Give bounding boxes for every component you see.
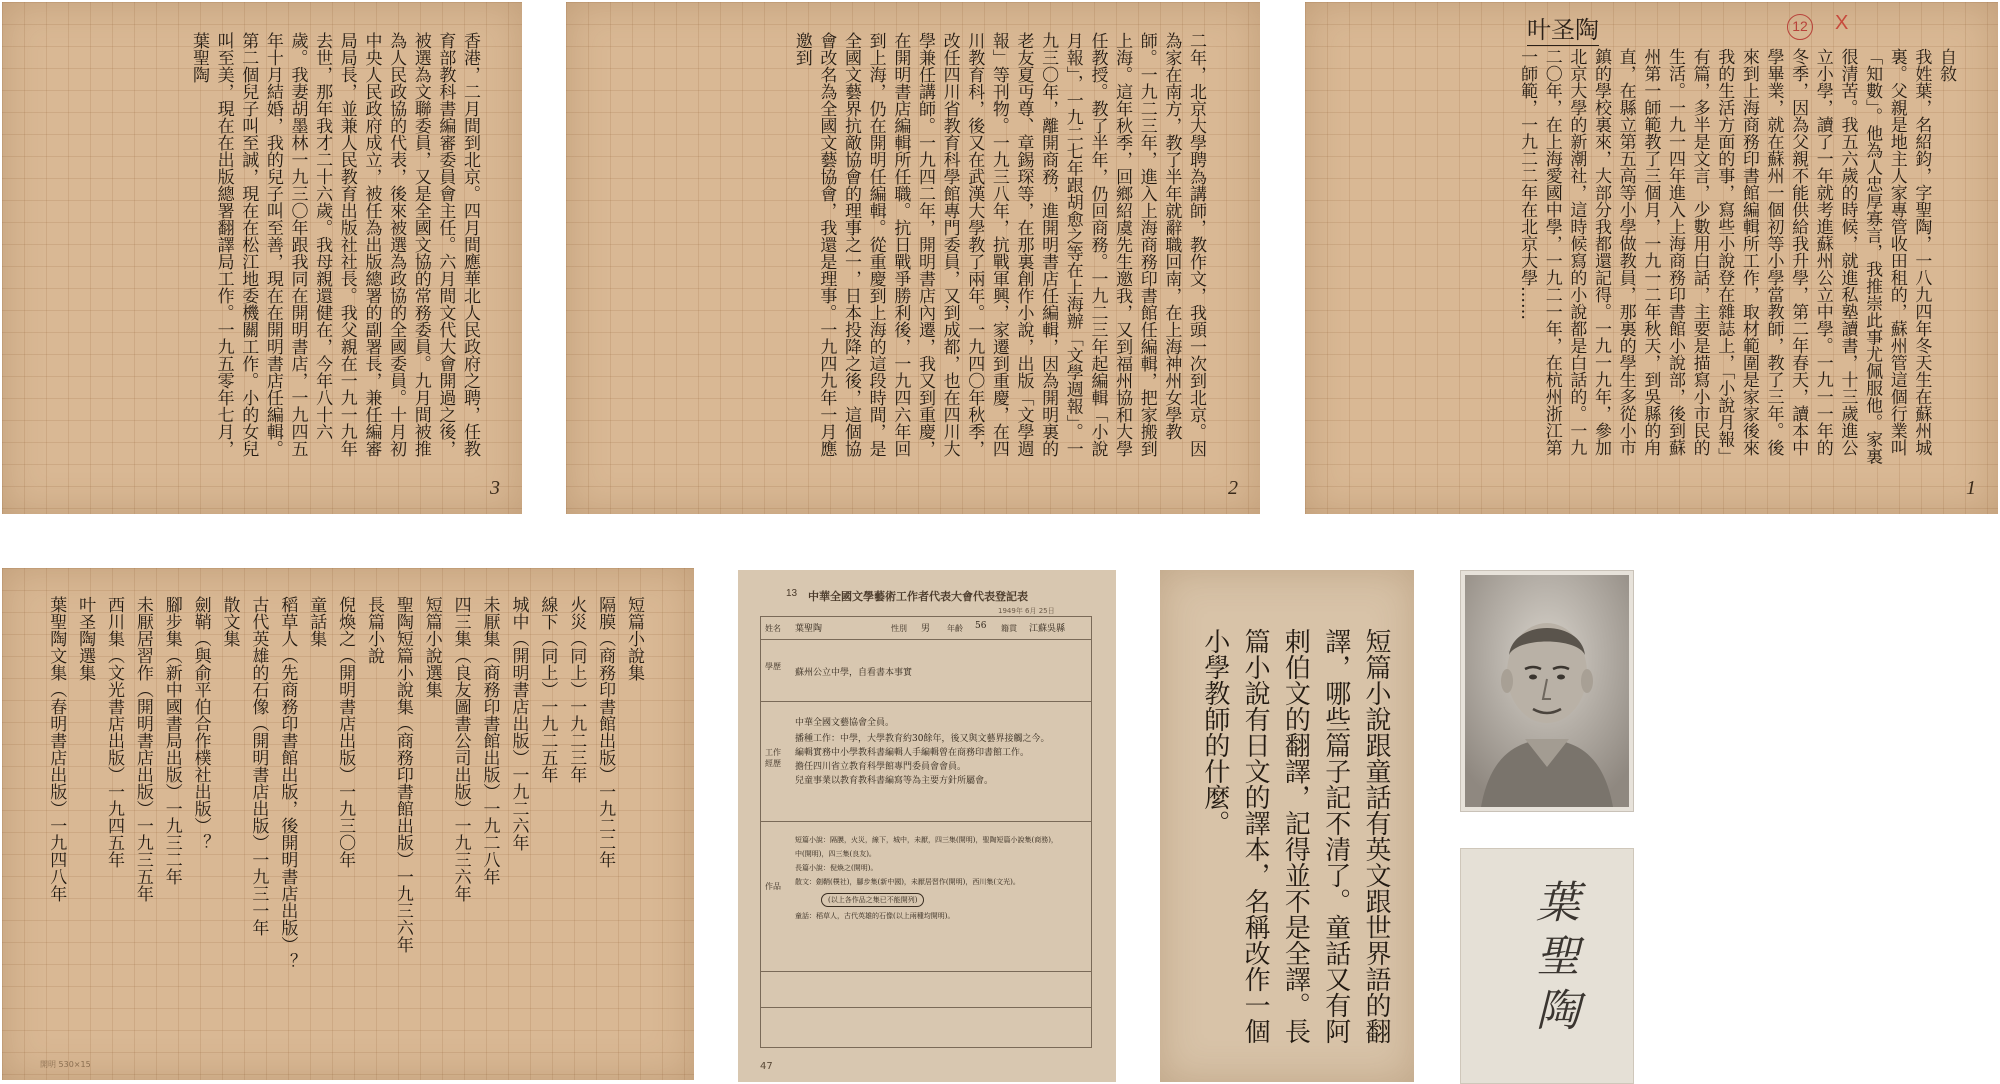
works-line: (以上各作品之集已不能開列)	[821, 893, 924, 907]
form-number: 13	[786, 588, 798, 599]
work-line: 兒童事業以教育教科書編寫等為主要方針所屬會。	[795, 776, 994, 786]
form-row-blank-1	[761, 971, 1091, 1008]
registration-form	[738, 570, 1116, 1082]
form-row-blank-2	[761, 1007, 1091, 1047]
red-x-mark: X	[1835, 12, 1849, 34]
work-label: 工作經歷	[765, 748, 781, 768]
works-list-text: 短篇小說集 隔膜（商務印書館出版）一九二二年 火災（同上）一九二三年 線下（同上）一九二五年 城中（開明書店出版）一九二六年 未厭集（商務印書館出版）一九二八年 四三集（良友圖書公司出版）一九三六年 短篇小說選集 聖陶短篇小說集（商務印書館出版）一九三六年 長篇小說 倪煥之（開明書店出版）一九三〇年 童話集 稻草人（先商務印書館出版，後開明書店出版）？ 古代英雄的石像（開明書店出版）一九三一年 散文集 劍鞘（與俞平伯合作樸社出版）？ 腳步集（新中國書局出版）一九三二年 未厭居習作（開明書店出版）一九三五年 西川集（文光書店出版）一九四五年 叶圣陶選集 葉聖陶文集（春明書店出版）一九四八年	[46, 596, 644, 970]
paper-print-mark: 開明 530×15	[40, 1060, 91, 1069]
manuscript-page-1	[1305, 2, 1998, 514]
education-label: 學歷	[765, 662, 781, 671]
work-line: 擔任四川省立教育科學館專門委員會會員。	[795, 762, 967, 772]
sex-label: 性別	[891, 624, 907, 633]
note-text: 短篇小說跟童話有英文跟世界語的翻譯，哪些篇子記不清了。童話又有阿剌伯文的翻譯，記得並不是全譯。長篇小說有日文的譯本，名稱改作一個小學教師的什麼。	[1199, 628, 1391, 1044]
page-number-2: 2	[1228, 477, 1238, 499]
name-value: 葉聖陶	[795, 624, 823, 634]
age-label: 年齡	[947, 624, 963, 633]
signature-text: 葉聖陶	[1528, 879, 1579, 1041]
note-page	[1160, 570, 1414, 1082]
manuscript-page-2	[566, 2, 1260, 514]
form-row-education	[761, 639, 1091, 702]
works-line: 短篇小說：隔膜，火災，線下，城中，未厭，四三集(開明)，聖陶短篇小說集(商務)，	[795, 836, 1058, 844]
signature-card	[1460, 848, 1634, 1084]
works-line: 散文：劍鞘(樸社)，腳步集(新中國)，未厭居習作(開明)，西川集(文光)。	[795, 878, 1020, 886]
work-line: 中華全國文藝協會全員。	[795, 718, 895, 728]
birthplace-value: 江蘇吳縣	[1029, 624, 1066, 634]
portrait-photo	[1460, 570, 1634, 812]
form-table	[760, 616, 1092, 1048]
manuscript-page-3-text: 香港，二月間到北京。四月間應華北人民政府之聘，任教育部教科書編審委員會主任。六月間文代大會開過之後，被選為文聯委員，又是全國文協的常務委員。九月間被推為人民政協的代表，後來被選為政協的全國委員。十月初中央人民政府成立，被任為出版總署的副署長，兼任編審局局長，並兼人民教育出版社社長。我父親在一九一九年去世，那年我才二十六歲。我母親還健在，今年八十六歲。我妻胡墨林一九三〇年跟我同在開明書店，一九四五年十月結婚，我的兒子叫至善，現在在開明書店任編輯。第二個兒子叫至誠，現在在松江地委機關工作。小的女兒叫至美，現在在出版總署翻譯局工作。一九五零年七月，葉聖陶	[188, 32, 480, 457]
top-annotation: 叶圣陶	[1527, 10, 1599, 46]
form-row-identity	[761, 617, 1091, 640]
birthplace-label: 籍貫	[1001, 624, 1017, 633]
name-label: 姓名	[765, 624, 781, 633]
education-value: 蘇州公立中學，自看書本事實	[795, 668, 913, 678]
work-line: 播種工作：中學，大學教育約30餘年，後又與文藝界接觸之今。	[795, 734, 1050, 744]
circled-number-mark: 12	[1787, 14, 1813, 40]
works-line: 長篇小說：倪煥之(開明)。	[795, 864, 878, 872]
form-title: 中華全國文學藝術工作者代表大會代表登記表	[808, 590, 1028, 603]
works-label: 作品	[765, 882, 781, 891]
manuscript-page-1-text: 自敘 我姓葉，名紹鈞，字聖陶，一八九四年冬天生在蘇州城裏。父親是地主人家專管收田租的，蘇州管這個行業叫「知數」。他為人忠厚寡言，我推崇此事尤佩服他。家裏很清苦。我五六歲的時候，就進私塾讀書，十三歲進公立小學，讀了一年就考進蘇州公立中學。一九一一年的冬季，因為父親不能供給我升學，第二年春天，讀本中學畢業，就在蘇州一個初等小學當教師，教了三年。後來到上海商務印書館編輯所工作，取材範圍是家家後來我的生活方面的事，寫些小說登在雜誌上，「小說月報」有篇，多半是文言，少數用白話，主要是描寫小市民的生活。一九一四年進入上海商務印書館小說部，後到蘇州第一師範教了三個月，一九一二年秋天，到吳縣的甪直，在縣立第五高等小學做教員，那裏的學生多從小市鎮的學校裏來，大部分我都還記得。一九一九年，參加北京大學的新潮社，這時候寫的小說都是白話的。一九二〇年，在上海愛國中學，一九二一年，在杭州浙江第一師範，一九二二年在北京大學……	[1517, 48, 1956, 465]
works-list-page	[2, 568, 694, 1080]
manuscript-page-3	[2, 2, 522, 514]
work-line: 編輯實務中小學教科書編輯人手編輯曾在商務印書館工作。	[795, 748, 1030, 758]
works-line: 童話：稻草人，古代英雄的石像(以上兩種均開明)。	[795, 912, 955, 920]
page-number-3: 3	[490, 477, 500, 499]
age-value: 56	[975, 621, 987, 631]
works-line: 中(開明)，四三集(良友)。	[795, 850, 876, 858]
portrait-image	[1461, 571, 1633, 811]
form-page-mark: 47	[760, 1061, 773, 1072]
page-number-1: 1	[1966, 477, 1976, 499]
form-row-work	[761, 701, 1091, 822]
sex-value: 男	[921, 624, 931, 634]
manuscript-page-2-text: 二年，北京大學聘為講師，教作文，我頭一次到北京。因為家在南方，教了半年就辭職回南，在上海神州女學教師。一九二三年，進入上海商務印書館任編輯，把家搬到上海。這年秋季，回鄉紹虞先生邀我，又到福州協和大學任教授。教了半年，仍回商務。一九二三年起編輯「小說月報」，一九二七年跟胡愈之等在上海辦「文學週報」。一九三〇年，離開商務，進開明書店任編輯，因為開明裏的老友夏丏尊、章錫琛等，在那裏創作小說，出版「文學週報」等刊物。一九三八年，抗戰軍興，家遷到重慶，在四川教育科，後又在武漢大學教了兩年。一九四〇年秋季，改任四川省教育科學館專門委員，又到成都，也在四川大學兼任講師。一九四二年，開明書店內遷，我又到重慶，在開明書店編輯所任職。抗日戰爭勝利後，一九四六年回到上海，仍在開明任編輯。從重慶到上海的這段時間，是全國文藝界抗敵協會的理事之一，日本投降之後，這個協會改名為全國文藝協會，我還是理事。一九四九年一月應邀到	[791, 32, 1206, 457]
form-date: 1949年 6月 25日	[998, 607, 1055, 615]
form-row-works	[761, 821, 1091, 972]
